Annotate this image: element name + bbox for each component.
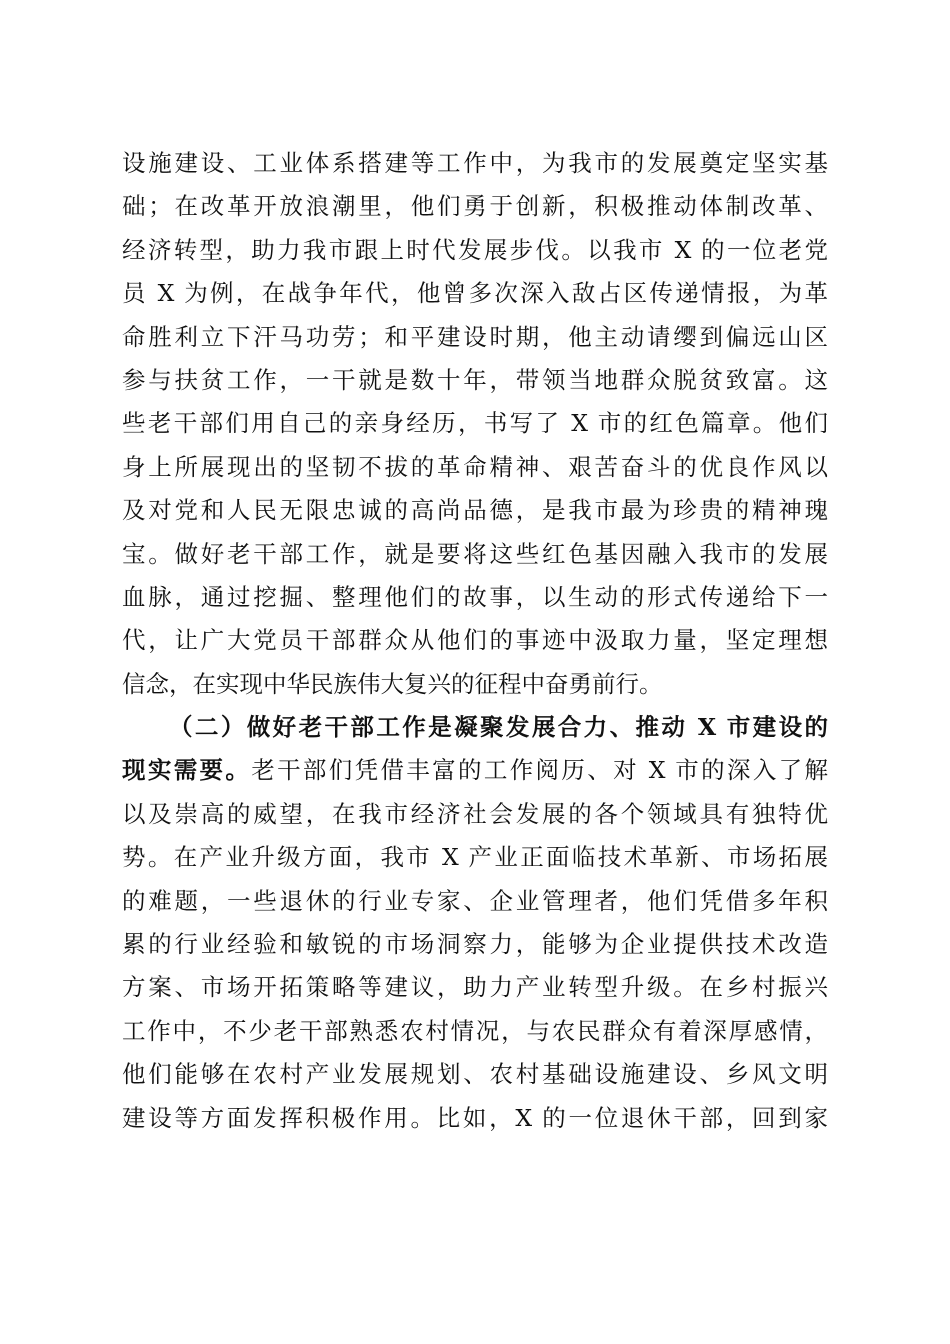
text-line: 血脉，通过挖掘、整理他们的故事，以生动的形式传递给下一 [122,582,828,611]
text-line: 员 X 为例，在战争年代，他曾多次深入敌占区传递情报，为革 [122,279,828,308]
text-line: 的难题，一些退休的行业专家、企业管理者，他们凭借多年积 [122,886,828,915]
text-line: 代，让广大党员干部群众从他们的事迹中汲取力量，坚定理想 [122,626,828,655]
text-line: 宝。做好老干部工作，就是要将这些红色基因融入我市的发展 [122,539,828,568]
text-line: 建设等方面发挥积极作用。比如，X 的一位退休干部，回到家 [122,1103,828,1132]
text-line: 以及崇高的威望，在我市经济社会发展的各个领域具有独特优 [122,799,828,828]
paragraph-2 [122,706,828,1140]
text-span: 老干部们凭借丰富的工作阅历、对 X 市的深入了解 [251,756,829,785]
text-line: 方案、市场开拓策略等建议，助力产业转型升级。在乡村振兴 [122,973,828,1002]
text-line: 身上所展现出的坚韧不拔的革命精神、艰苦奋斗的优良作风以 [122,452,828,481]
section-heading: （二）做好老干部工作是凝聚发展合力、推动 X 市建设的 [169,713,828,742]
text-line: 工作中，不少老干部熟悉农村情况，与农民群众有着深厚感情， [122,1016,828,1045]
text-line: 些老干部们用自己的亲身经历，书写了 X 市的红色篇章。他们 [122,409,828,438]
paragraph-1 [122,142,828,706]
text-line [122,749,828,792]
document-body [122,142,828,1140]
text-line: 础；在改革开放浪潮里，他们勇于创新，积极推动体制改革、 [122,192,828,221]
text-line: 设施建设、工业体系搭建等工作中，为我市的发展奠定坚实基 [122,149,828,177]
text-line: 他们能够在农村产业发展规划、农村基础设施建设、乡风文明 [122,1060,828,1089]
text-line: 势。在产业升级方面，我市 X 产业正面临技术革新、市场拓展 [122,843,828,872]
text-line: 及对党和人民无限忠诚的高尚品德，是我市最为珍贵的精神瑰 [122,496,828,525]
text-line: 信念，在实现中华民族伟大复兴的征程中奋勇前行。 [122,669,663,698]
section-heading-end: 现实需要。 [122,756,252,785]
text-line: 累的行业经验和敏锐的市场洞察力，能够为企业提供技术改造 [122,930,828,959]
text-line: 参与扶贫工作，一干就是数十年，带领当地群众脱贫致富。这 [122,365,828,394]
text-line: 命胜利立下汗马功劳；和平建设时期，他主动请缨到偏远山区 [122,322,828,351]
text-line: 经济转型，助力我市跟上时代发展步伐。以我市 X 的一位老党 [122,235,828,264]
